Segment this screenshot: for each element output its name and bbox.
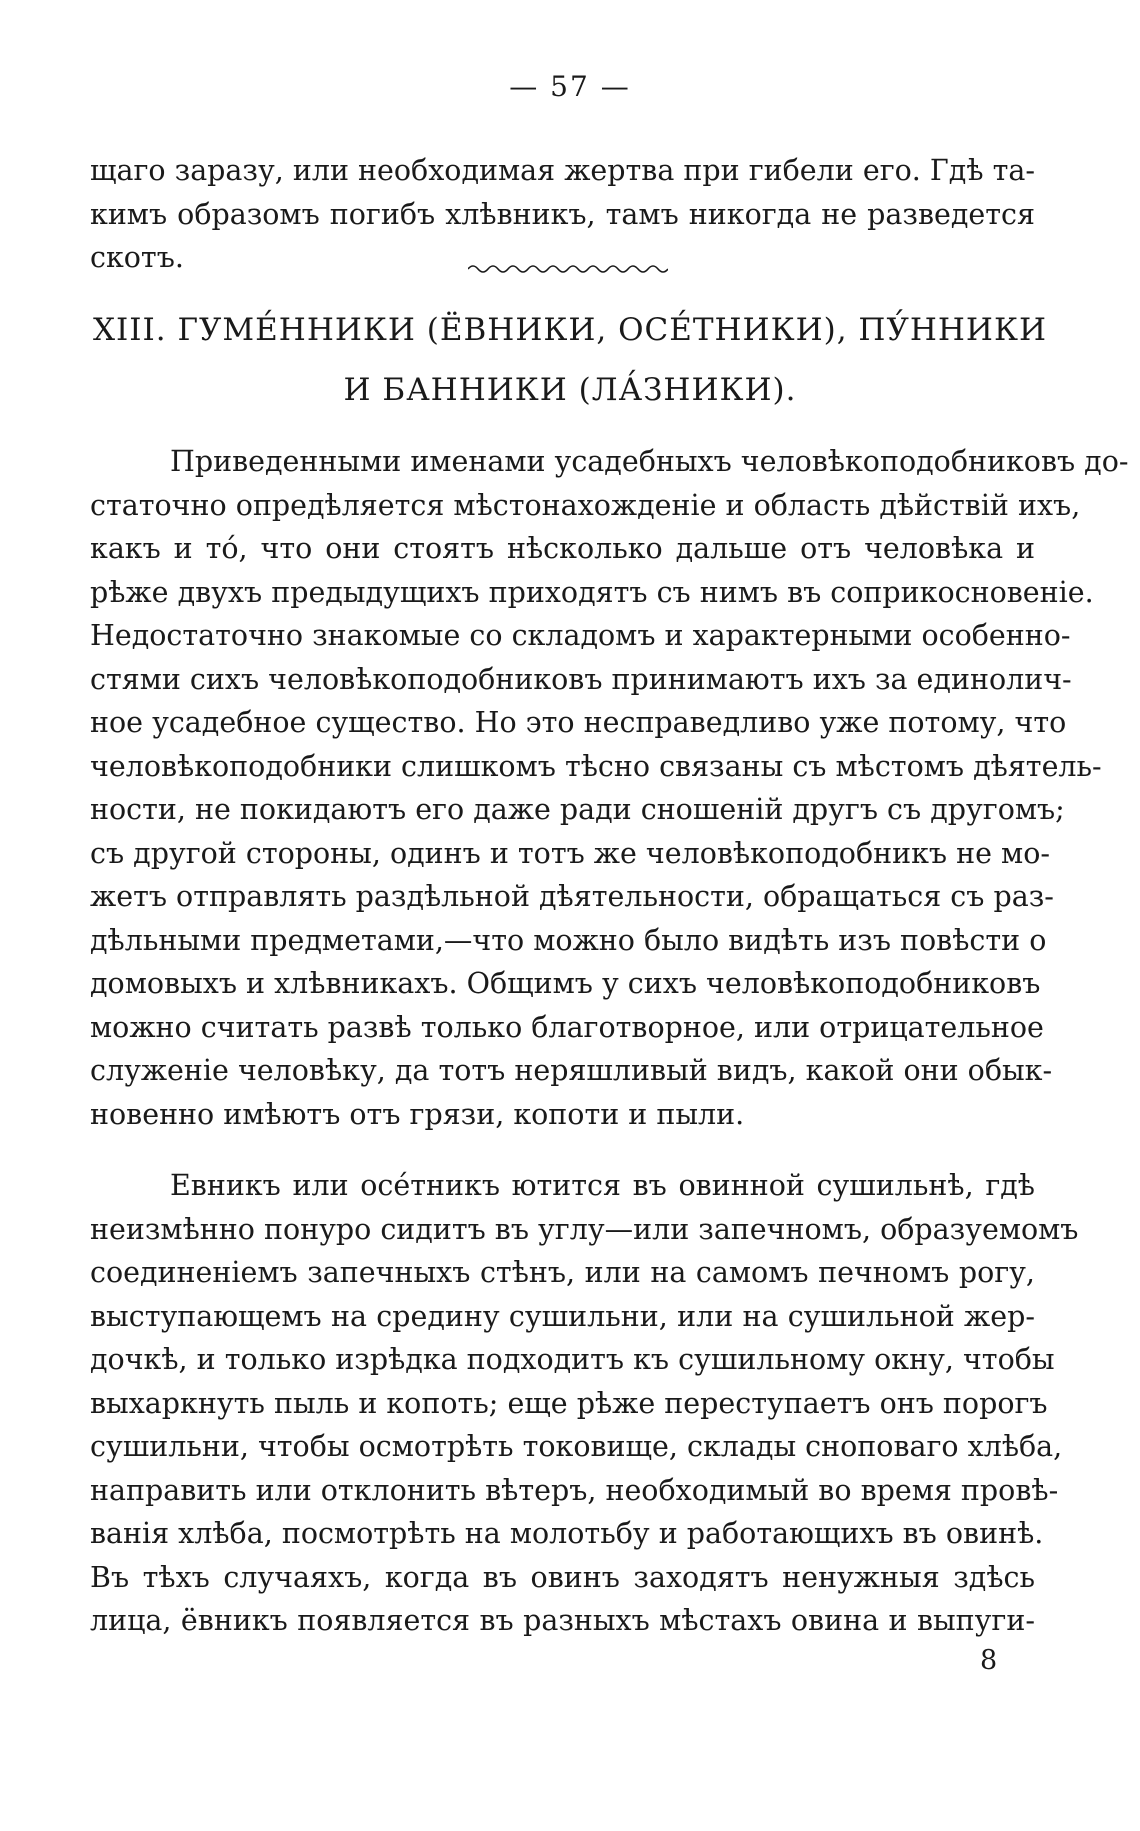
- text-line: дѣльными предметами,—что можно было видѣть изъ повѣсти о: [90, 923, 1047, 957]
- paragraph-2: [90, 1164, 1079, 1643]
- text-line: выступающемъ на средину сушильни, или на сушильной жер-: [90, 1299, 1035, 1333]
- text-line: сушильни, чтобы осмотрѣть токовище, склады сноповаго хлѣба,: [90, 1430, 1063, 1463]
- text-line: съ другой стороны, одинъ и тотъ же человѣкоподобникъ не мо-: [90, 836, 1050, 870]
- signature-mark: 8: [980, 1645, 998, 1676]
- text-line: стями сихъ человѣкоподобниковъ принимаютъ ихъ за единолич-: [90, 662, 1072, 696]
- text-line: направить или отклонить вѣтеръ, необходимый во время провѣ-: [90, 1473, 1059, 1507]
- text-line: ванія хлѣба, посмотрѣть на молотьбу и работающихъ въ овинѣ.: [90, 1517, 1044, 1550]
- text-line: какъ и то́, что они стоятъ нѣсколько дальше отъ человѣка и: [90, 532, 1035, 565]
- text-line: выхаркнуть пыль и копоть; еще рѣже переступаетъ онъ порогъ: [90, 1386, 1048, 1420]
- text-line: ное усадебное существо. Но это несправедливо уже потому, что: [90, 706, 1067, 739]
- text-line: Недостаточно знакомые со складомъ и характерными особенно-: [90, 619, 1071, 652]
- text-line: статочно опредѣляется мѣстонахожденіе и область дѣйствій ихъ,: [90, 488, 1081, 522]
- page-number: — 57 —: [509, 70, 631, 103]
- text-line: жетъ отправлять раздѣльной дѣятельности, обращаться съ раз-: [90, 880, 1054, 913]
- text-line: человѣкоподобники слишкомъ тѣсно связаны съ мѣстомъ дѣятель-: [90, 749, 1102, 783]
- text-line: соединеніемъ запечныхъ стѣнъ, или на самомъ печномъ рогу,: [90, 1256, 1035, 1289]
- top-paragraph: [90, 149, 1035, 280]
- text-line: лица, ёвникъ появляется въ разныхъ мѣстахъ овина и выпуги-: [90, 1604, 1035, 1637]
- text-line: щаго заразу, или необходимая жертва при гибели его. Гдѣ та-: [90, 154, 1035, 187]
- wavy-divider-ornament: [468, 262, 668, 276]
- text-line: можно считать развѣ только благотворное, или отрицательное: [90, 1010, 1044, 1044]
- text-line: скотъ.: [90, 241, 184, 274]
- paragraph-1: [90, 440, 1129, 1136]
- text-line: Въ тѣхъ случаяхъ, когда въ овинъ заходятъ ненужныя здѣсь: [90, 1560, 1035, 1594]
- text-line: рѣже двухъ предыдущихъ приходятъ съ нимъ въ соприкосновеніе.: [90, 575, 1094, 609]
- text-line: ности, не покидаютъ его даже ради сношеній другъ съ другомъ;: [90, 793, 1065, 826]
- text-line: домовыхъ и хлѣвникахъ. Общимъ у сихъ человѣкоподобниковъ: [90, 967, 1041, 1000]
- text-line: Приведенными именами усадебныхъ человѣкоподобниковъ до-: [170, 445, 1129, 478]
- chapter-title-line-2: И БАННИКИ (ЛА́ЗНИКИ).: [343, 372, 797, 408]
- text-line: новенно имѣютъ отъ грязи, копоти и пыли.: [90, 1097, 745, 1131]
- text-line: дочкѣ, и только изрѣдка подходитъ къ сушильному окну, чтобы: [90, 1343, 1055, 1376]
- chapter-title-line-1: XIII. ГУМЕ́ННИКИ (ЁВНИКИ, ОСЕ́ТНИКИ), ПУ́ННИКИ: [92, 312, 1047, 348]
- text-line: служеніе человѣку, да тотъ неряшливый видъ, какой они обык-: [90, 1054, 1053, 1087]
- text-line: Евникъ или осе́тникъ ютится въ овинной сушильнѣ, гдѣ: [170, 1169, 1035, 1202]
- text-line: кимъ образомъ погибъ хлѣвникъ, тамъ никогда не разведется: [90, 197, 1035, 231]
- text-line: неизмѣнно понуро сидитъ въ углу—или запечномъ, образуемомъ: [90, 1212, 1079, 1246]
